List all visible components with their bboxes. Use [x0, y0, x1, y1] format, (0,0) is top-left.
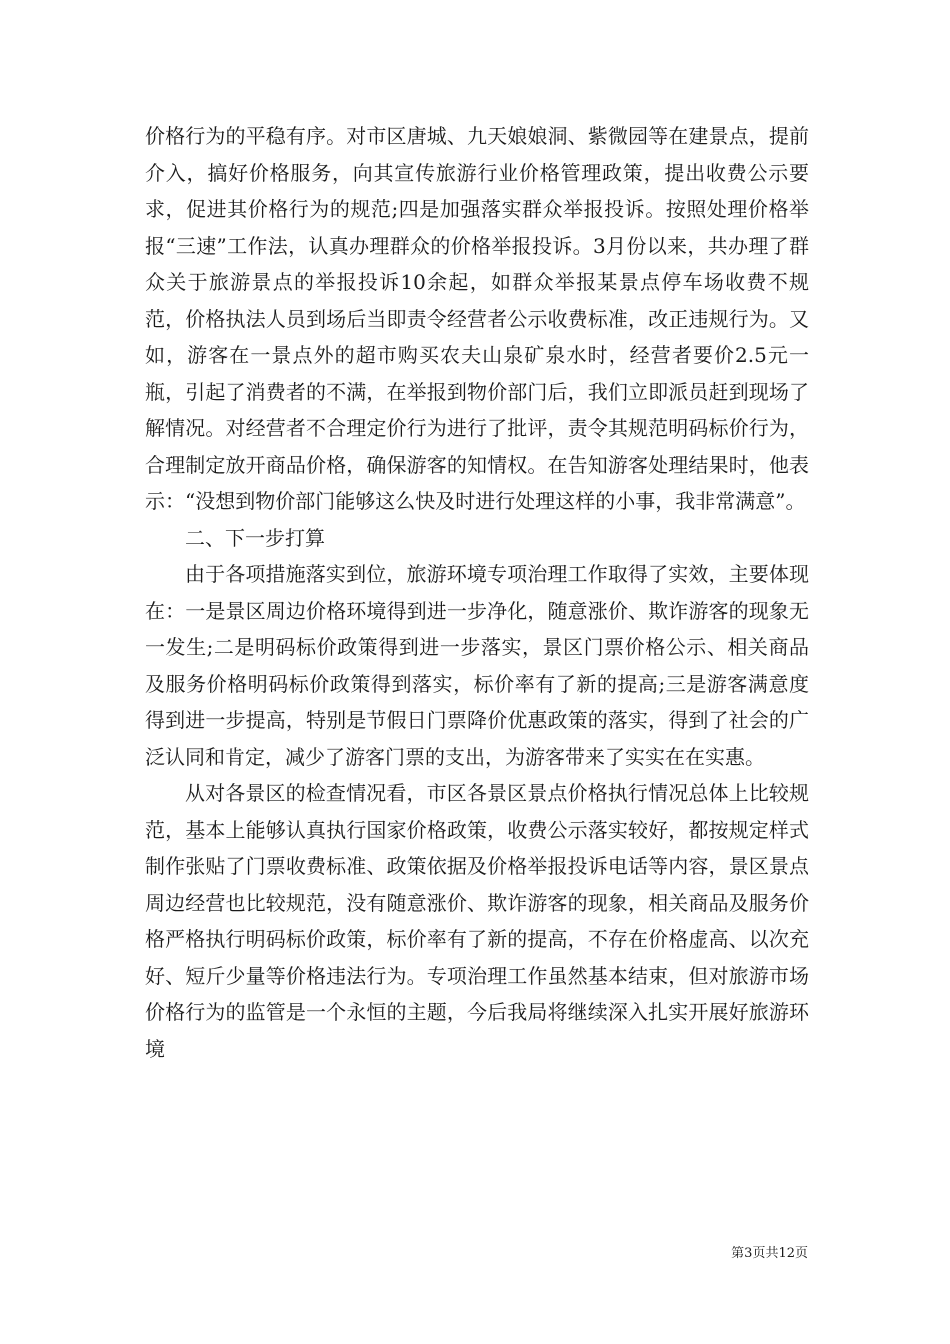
- section-heading-next-steps: 二、下一步打算: [185, 525, 325, 550]
- paragraph-inspection-findings: 从对各景区的检查情况看，市区各景区景点价格执行情况总体上比较规范，基本上能够认真执行国家价格政策，收费公示落实较好，都按规定样式制作张贴了门票收费标准、政策依据及价格举报投诉电话等内容，景区景点周边经营也比较规范，没有随意涨价、欺诈游客的现象，相关商品及服务价格严格执行明码标价政策，标价率有了新的提高，不存在价格虚高、以次充好、短斤少量等价格违法行为。专项治理工作虽然基本结束，但对旅游市场价格行为的监管是一个永恒的主题，今后我局将继续深入扎实开展好旅游环境: [145, 781, 809, 1061]
- page-number-footer: 第3页共12页: [731, 1246, 808, 1261]
- paragraph-price-complaints: 价格行为的平稳有序。对市区唐城、九天娘娘洞、紫微园等在建景点，提前介入，搞好价格服务，向其宣传旅游行业价格管理政策，提出收费公示要求，促进其价格行为的规范;四是加强落实群众举报投诉。按照处理价格举报“三速”工作法，认真办理群众的价格举报投诉。3月份以来，共办理了群众关于旅游景点的举报投诉10余起，如群众举报某景点停车场收费不规范，价格执法人员到场后当即责令经营者公示收费标准，改正违规行为。又如，游客在一景点外的超市购买农夫山泉矿泉水时，经营者要价2.5元一瓶，引起了消费者的不满，在举报到物价部门后，我们立即派员赶到现场了解情况。对经营者不合理定价行为进行了批评，责令其规范明码标价行为，合理制定放开商品价格，确保游客的知情权。在告知游客处理结果时，他表示：“没想到物价部门能够这么快及时进行处理这样的小事，我非常满意”。: [145, 124, 809, 513]
- document-body: [145, 118, 809, 1067]
- paragraph-results: 由于各项措施落实到位，旅游环境专项治理工作取得了实效，主要体现在：一是景区周边价格环境得到进一步净化，随意涨价、欺诈游客的现象无一发生;二是明码标价政策得到进一步落实，景区门票价格公示、相关商品及服务价格明码标价政策得到落实，标价率有了新的提高;三是游客满意度得到进一步提高，特别是节假日门票降价优惠政策的落实，得到了社会的广泛认同和肯定，减少了游客门票的支出，为游客带来了实实在在实惠。: [145, 562, 809, 769]
